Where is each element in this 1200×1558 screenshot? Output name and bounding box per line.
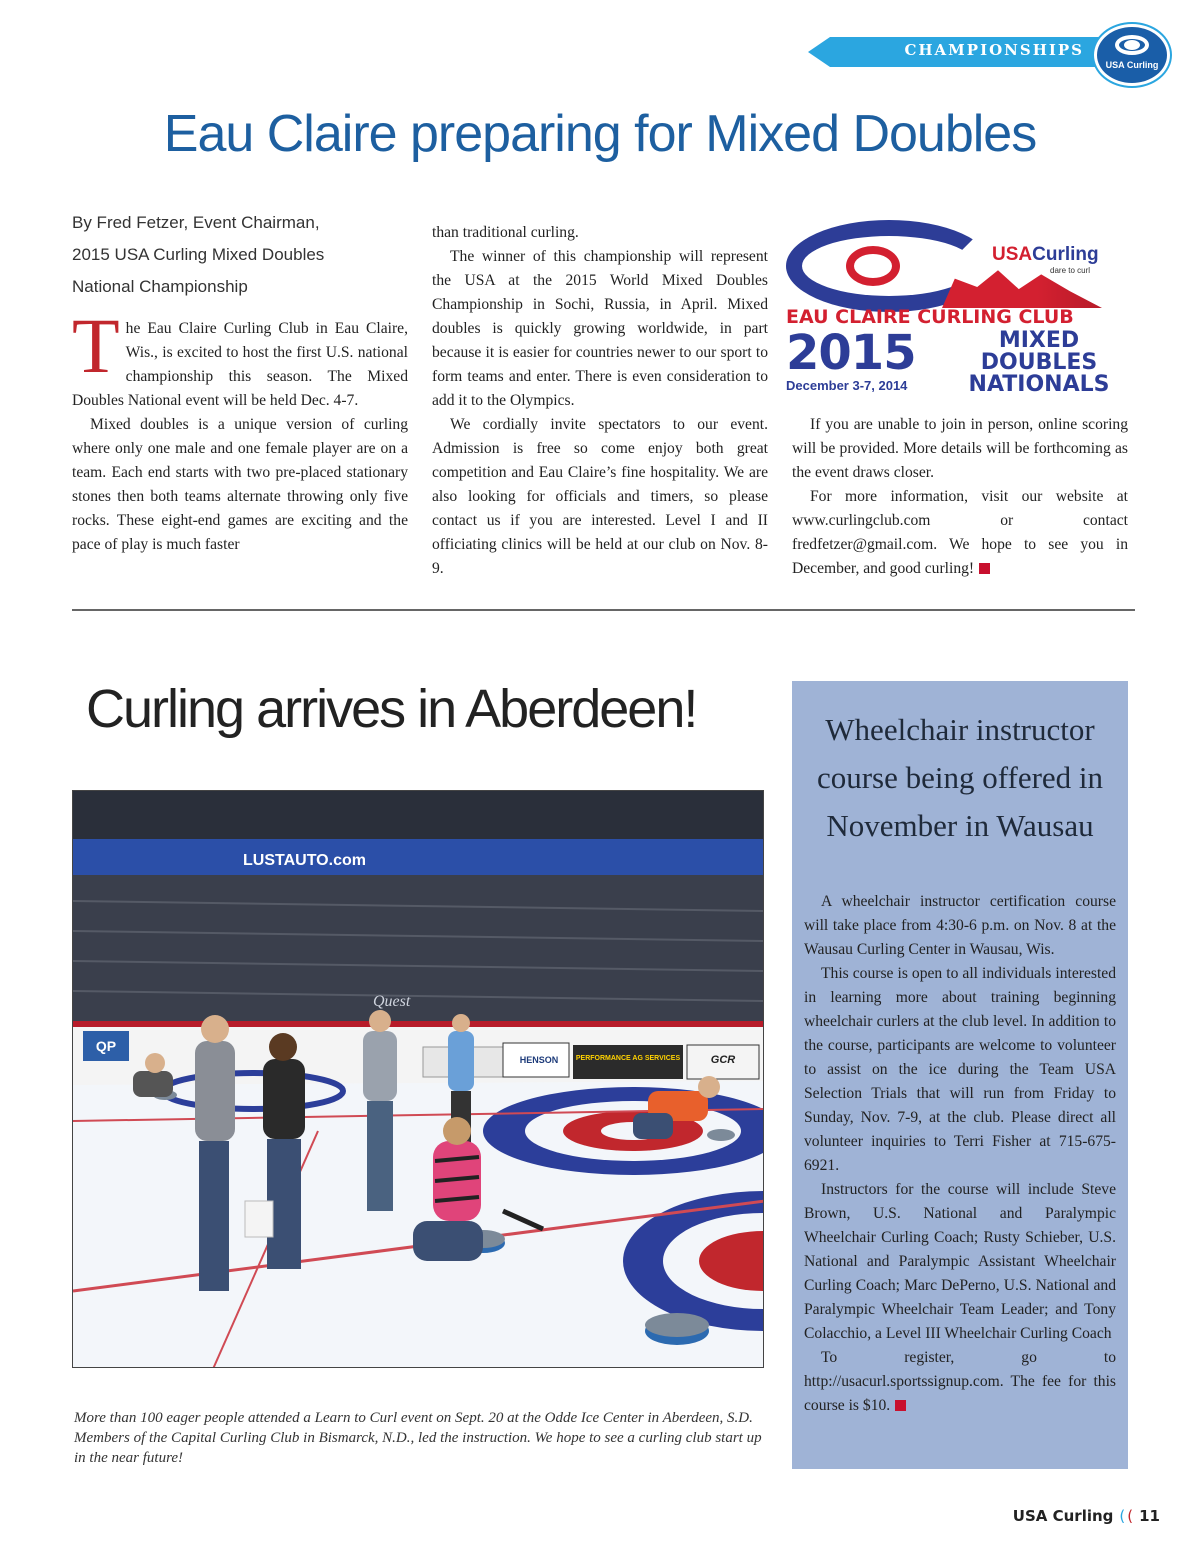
event-logo-slogan: dare to curl xyxy=(1050,266,1091,275)
paragraph: We cordially invite spectators to our event. Admission is free so come enjoy both great competition and Eau Claire’s fine hospitality. We are also looking for officials and timers, so please contact us if you are interested. Level I and II officiating clinics will be held at our club on Nov. 8-9. xyxy=(432,416,768,577)
page-footer: USA Curling ( ( 11 xyxy=(1012,1507,1160,1525)
article-column-3 xyxy=(792,413,1128,581)
paragraph: he Eau Claire Curling Club in Eau Claire, Wis., is excited to host the first U.S. national championship this season. The Mixed Doubles National event will be held Dec. 4-7. xyxy=(72,320,408,409)
paragraph: For more information, visit our website at www.curlingclub.com or contact fredfetzer@gmail.com. We hope to see you in December, and good curling! xyxy=(792,488,1128,577)
separator-icon: ( xyxy=(1119,1507,1126,1525)
paragraph: A wheelchair instructor certification course will take place from 4:30-6 p.m. on Nov. 8 at the Wausau Curling Center in Wausau, Wis. xyxy=(804,893,1116,958)
paragraph: This course is open to all individuals interested in learning more about training beginning wheelchair curlers at the club level. In addition to the course, participants are welcome to volunteer to assist on the ice during the Team USA Selection Trials that will run from Friday to Sunday, Nov. 7-9, at the club. Please direct all volunteer inquiries to Terri Fisher at 715-675-6921. xyxy=(804,965,1116,1174)
ad-sign: PERFORMANCE AG SERVICES xyxy=(575,1055,681,1062)
article-title-2: Curling arrives in Aberdeen! xyxy=(86,679,697,739)
usa-curling-logo xyxy=(1094,24,1170,86)
arena-banner: LUSTAUTO.com xyxy=(243,852,366,869)
ad-sign: HENSON xyxy=(519,1055,559,1065)
page-number: 11 xyxy=(1139,1507,1160,1525)
byline-line-2: 2015 USA Curling Mixed Doubles xyxy=(72,245,325,264)
curling-event-photo xyxy=(72,790,764,1368)
paragraph: To register, go to http://usacurl.sportssignup.com. The fee for this course is $10. xyxy=(804,1349,1116,1414)
logo-text: USA Curling xyxy=(1105,60,1159,70)
event-logo-dates: December 3-7, 2014 xyxy=(786,378,908,393)
section-label: CHAMPIONSHIPS xyxy=(904,41,1084,59)
end-mark-icon xyxy=(979,563,990,574)
paragraph: Instructors for the course will include Steve Brown, U.S. National and Paralympic Wheelchair Curling Coach; Rusty Schieber, U.S. National and Paralympic Assistant Wheelchair Curling Coach; Marc DePerno, U.S. National and Paralympic Wheelchair Team Leader; and Tony Colacchio, a Level III Wheelchair Curling Coach xyxy=(804,1181,1116,1342)
event-logo-brand: USACurling xyxy=(992,244,1099,265)
event-logo-name: MIXED DOUBLES NATIONALS xyxy=(968,328,1110,397)
event-logo xyxy=(780,216,1130,398)
event-logo-club: EAU CLAIRE CURLING CLUB xyxy=(786,306,1074,328)
ad-sign: QP xyxy=(95,1038,117,1054)
publication-name: USA Curling xyxy=(1012,1507,1114,1525)
ad-sign: Quest xyxy=(373,993,411,1010)
sidebar-body xyxy=(804,890,1116,1418)
byline-line-1: By Fred Fetzer, Event Chairman, xyxy=(72,213,320,232)
ad-sign: GCR xyxy=(710,1054,736,1066)
article-column-2 xyxy=(432,221,768,581)
section-divider xyxy=(72,609,1135,611)
event-logo-year: 2015 xyxy=(786,325,916,381)
paragraph: than traditional curling. xyxy=(432,224,579,241)
paragraph: If you are unable to join in person, online scoring will be provided. More details will be forthcoming as the event draws closer. xyxy=(792,416,1128,481)
byline-line-3: National Championship xyxy=(72,277,248,296)
paragraph: Mixed doubles is a unique version of curling where only one male and one female player are on a team. Each end starts with two pre-placed stationary stones then both teams alternate throwing only five rocks. These eight-end games are exciting and the pace of play is much faster xyxy=(72,416,408,553)
button-ring-icon xyxy=(846,246,900,286)
sidebar-title: Wheelchair instructor course being offered in November in Wausau xyxy=(816,712,1104,843)
paragraph: The winner of this championship will represent the USA at the 2015 World Mixed Doubles Championship in Sochi, Russia, in April. Mixed doubles is quickly growing worldwide, in part because it is easier for countries newer to our sport to form teams and enter. There is even consideration to add it to the Olympics. xyxy=(432,248,768,409)
photo-illustration xyxy=(73,791,764,1368)
drop-cap: T xyxy=(72,302,120,389)
photo-caption: More than 100 eager people attended a Learn to Curl event on Sept. 20 at the Odde Ice Center in Aberdeen, S.D. Members of the Capital Curling Club in Bismarck, N.D., led the instruction. We hope to see a curling club start up in the near future! xyxy=(74,1410,762,1466)
end-mark-icon xyxy=(895,1400,906,1411)
article-column-1 xyxy=(72,302,408,557)
article-title: Eau Claire preparing for Mixed Doubles xyxy=(163,105,1037,163)
